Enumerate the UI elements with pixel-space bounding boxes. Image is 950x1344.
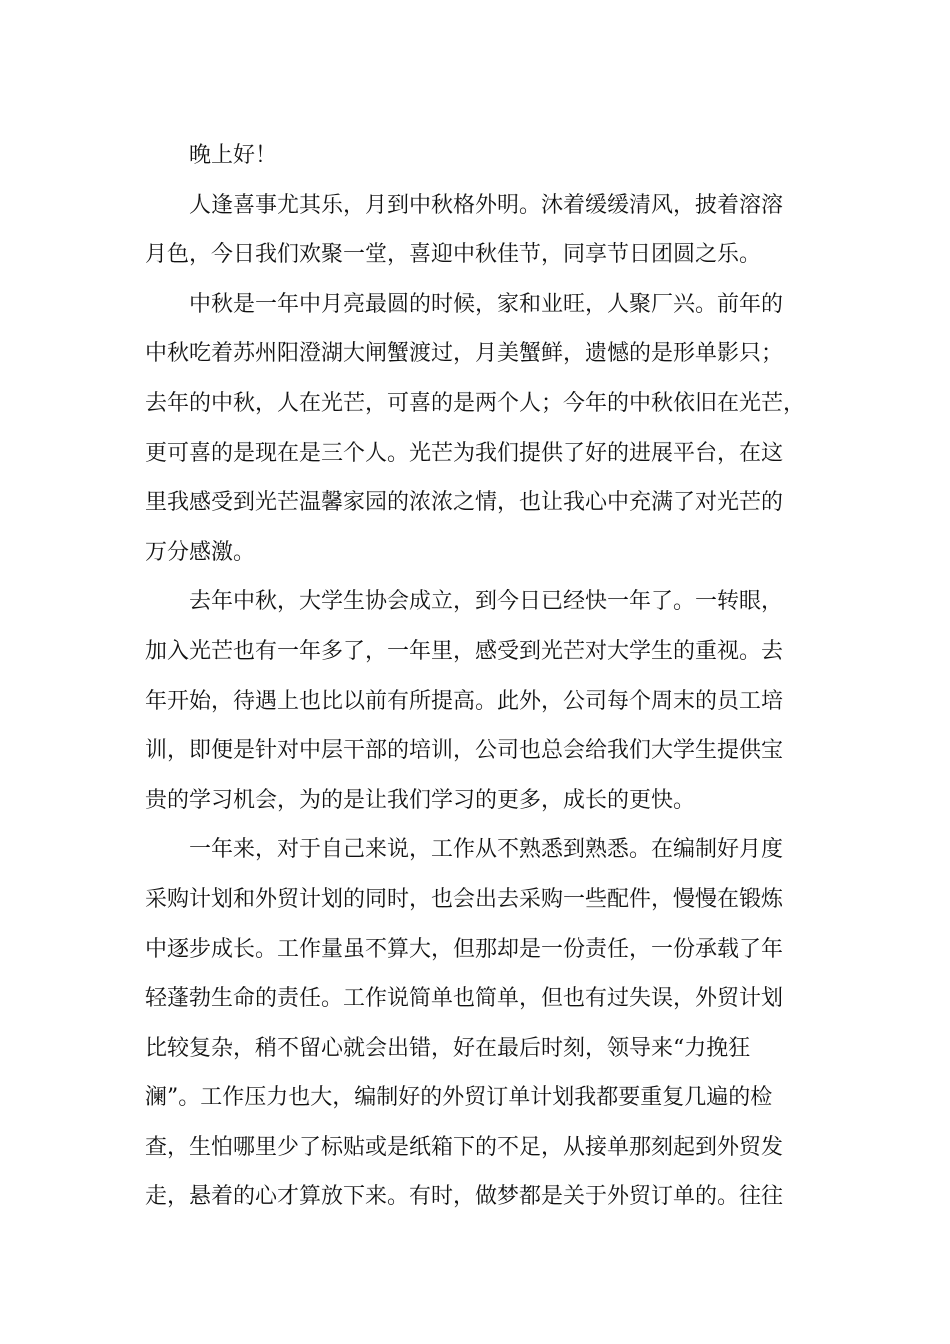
text-line: 晚上好！ [189,143,278,168]
text-line: 月色，今日我们欢聚一堂，喜迎中秋佳节，同享节日团圆之乐。 [145,242,762,268]
text-line: 训，即便是针对中层干部的培训，公司也总会给我们大学生提供宝 [145,738,784,764]
text-line: 更可喜的是现在是三个人。光芒为我们提供了好的进展平台，在这 [145,440,784,466]
text-line: 加入光芒也有一年多了，一年里，感受到光芒对大学生的重视。去 [145,638,784,664]
text-line: 里我感受到光芒温馨家园的浓浓之情，也让我心中充满了对光芒的 [145,490,784,516]
text-line: 澜”。工作压力也大，编制好的外贸订单计划我都要重复几遍的检 [145,1085,773,1111]
document-body [145,131,810,1222]
text-line: 一年来，对于自己来说，工作从不熟悉到熟悉。在编制好月度 [189,837,784,863]
text-line: 查，生怕哪里少了标贴或是纸箱下的不足，从接单那刻起到外贸发 [145,1134,784,1160]
text-line: 中秋是一年中月亮最圆的时候，家和业旺，人聚厂兴。前年的 [189,291,784,317]
text-line: 年开始，待遇上也比以前有所提高。此外，公司每个周末的员工培 [145,688,784,714]
text-line: 轻蓬勃生命的责任。工作说简单也简单，但也有过失误，外贸计划 [145,986,784,1012]
text-line: 去年的中秋，人在光芒，可喜的是两个人；今年的中秋依旧在光芒， [145,390,806,416]
text-line: 采购计划和外贸计划的同时，也会出去采购一些配件，慢慢在锻炼 [145,886,784,912]
text-line: 中秋吃着苏州阳澄湖大闸蟹渡过，月美蟹鲜，遗憾的是形单影只； [145,341,784,367]
text-line: 贵的学习机会，为的是让我们学习的更多，成长的更快。 [145,787,696,813]
text-line: 去年中秋，大学生协会成立，到今日已经快一年了。一转眼， [189,589,784,615]
text-line: 人逢喜事尤其乐，月到中秋格外明。沐着缓缓清风，披着溶溶 [189,192,784,218]
text-line: 比较复杂，稍不留心就会出错，好在最后时刻，领导来“力挽狂 [145,1035,751,1061]
text-line: 中逐步成长。工作量虽不算大，但那却是一份责任，一份承载了年 [145,936,784,962]
text-line: 走，悬着的心才算放下来。有时，做梦都是关于外贸订单的。往往 [145,1184,784,1210]
text-line: 万分感激。 [145,539,256,565]
